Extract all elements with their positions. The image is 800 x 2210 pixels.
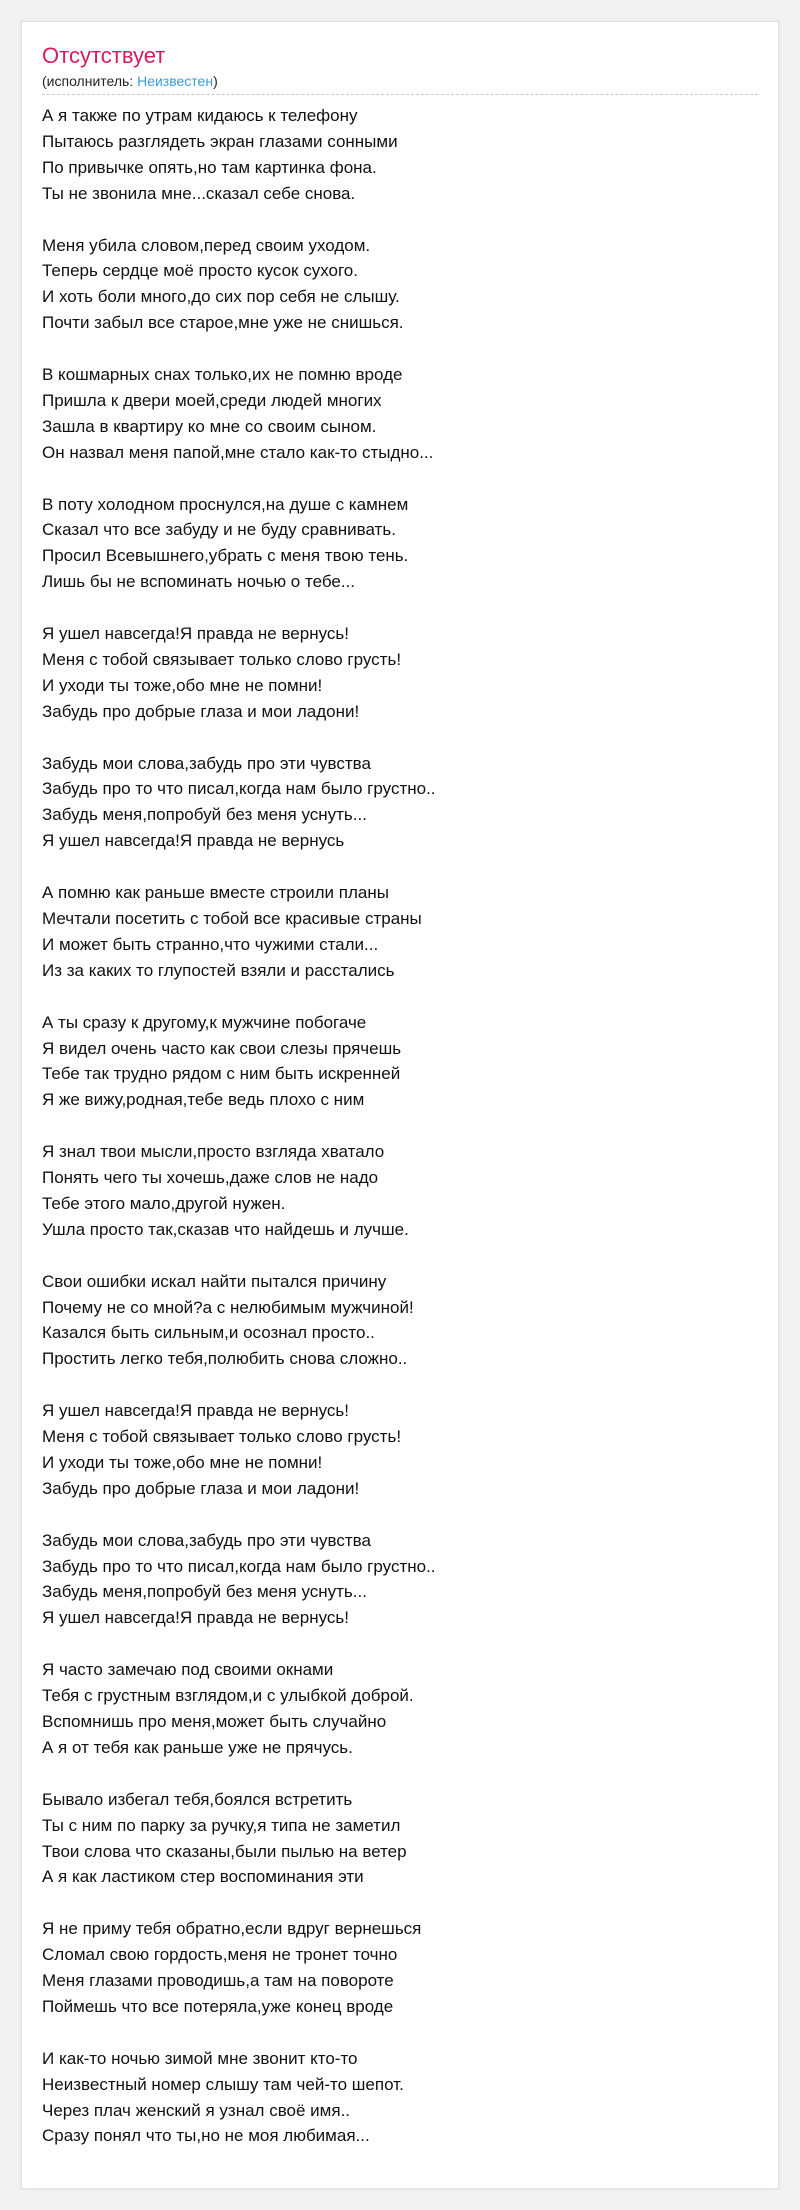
lyrics-line: Тебя с грустным взглядом,и с улыбкой доброй. xyxy=(42,1686,414,1706)
lyrics-stanza xyxy=(42,362,758,466)
lyrics-line: Забудь мои слова,забудь про эти чувства xyxy=(42,1530,371,1550)
lyrics-line: Меня глазами проводишь,а там на повороте xyxy=(42,1971,394,1991)
lyrics-stanza xyxy=(42,1010,758,1114)
lyrics-line: Просил Всевышнего,убрать с меня твою тень. xyxy=(42,546,409,566)
lyrics-stanza xyxy=(42,1139,758,1243)
lyrics-line: Он назвал меня папой,мне стало как-то стыдно... xyxy=(42,442,434,462)
song-header xyxy=(42,42,758,95)
artist-suffix: ) xyxy=(213,73,218,89)
lyrics-line: Неизвестный номер слышу там чей-то шепот. xyxy=(42,2074,404,2094)
lyrics-line: А я от тебя как раньше уже не прячусь. xyxy=(42,1737,353,1757)
lyrics-line: Сразу понял что ты,но не моя любимая... xyxy=(42,2126,370,2146)
lyrics-line: И уходи ты тоже,обо мне не помни! xyxy=(42,675,323,695)
lyrics-line: Почему не со мной?а с нелюбимым мужчиной! xyxy=(42,1297,414,1317)
lyrics-line: Я видел очень часто как свои слезы прячешь xyxy=(42,1038,402,1058)
lyrics-stanza xyxy=(42,2046,758,2150)
lyrics-stanza xyxy=(42,1657,758,1761)
lyrics-line: Мечтали посетить с тобой все красивые страны xyxy=(42,909,422,928)
lyrics-line: Тебе так трудно рядом с ним быть искренней xyxy=(42,1064,401,1084)
lyrics-line: А помню как раньше вместе строили планы xyxy=(42,883,389,903)
lyrics-line: Понять чего ты хочешь,даже слов не надо xyxy=(42,1168,379,1188)
lyrics-line: В поту холодном проснулся,на душе с камнем xyxy=(42,494,409,514)
lyrics-line: Из за каких то глупостей взяли и расстались xyxy=(42,960,395,980)
lyrics-line: Бывало избегал тебя,боялся встретить xyxy=(42,1789,353,1809)
artist-link[interactable]: Неизвестен xyxy=(137,73,214,89)
lyrics-line: Я ушел навсегда!Я правда не вернусь! xyxy=(42,624,349,644)
lyrics-line: Тебе этого мало,другой нужен. xyxy=(42,1193,286,1213)
lyrics-line: Простить легко тебя,полюбить снова сложно.. xyxy=(42,1349,408,1369)
lyrics-line: Ушла просто так,сказав что найдешь и лучше. xyxy=(42,1219,409,1239)
song-title: Отсутствует xyxy=(42,43,166,68)
lyrics-line: Забудь про добрые глаза и мои ладони! xyxy=(42,701,360,721)
lyrics-line: Я не приму тебя обратно,если вдруг вернешься xyxy=(42,1919,422,1939)
lyrics-line: Ты не звонила мне...сказал себе снова. xyxy=(42,183,356,203)
lyrics-line: Забудь про то что писал,когда нам было грустно.. xyxy=(42,779,436,799)
lyrics-line: Забудь мои слова,забудь про эти чувства xyxy=(42,753,371,773)
lyrics-stanza xyxy=(42,492,758,596)
lyrics-line: Забудь меня,попробуй без меня уснуть... xyxy=(42,1582,367,1602)
lyrics-line: Я знал твои мысли,просто взгляда хватало xyxy=(42,1142,385,1162)
lyrics-line: Меня с тобой связывает только слово грусть! xyxy=(42,649,402,669)
lyrics-line: Зашла в квартиру ко мне со своим сыном. xyxy=(42,416,377,436)
lyrics-line: Ты с ним по парку за ручку,я типа не заметил xyxy=(42,1815,401,1835)
lyrics-stanza xyxy=(42,1787,758,1891)
lyrics-card xyxy=(22,22,778,2188)
lyrics-line: Я часто замечаю под своими окнами xyxy=(42,1660,334,1680)
lyrics-stanza xyxy=(42,751,758,855)
lyrics-stanza xyxy=(42,1269,758,1373)
artist-line xyxy=(42,72,218,90)
lyrics-stanza xyxy=(42,1528,758,1632)
artist-prefix: (исполнитель: xyxy=(42,73,138,89)
lyrics-line: Казался быть сильным,и осознал просто.. xyxy=(42,1323,375,1343)
lyrics-line: Меня убила словом,перед своим уходом. xyxy=(42,235,371,255)
lyrics-line: И как-то ночью зимой мне звонит кто-то xyxy=(42,2048,358,2068)
lyrics-line: Я ушел навсегда!Я правда не вернусь! xyxy=(42,1401,349,1421)
lyrics-stanza xyxy=(42,1398,758,1502)
lyrics-line: И хоть боли много,до сих пор себя не слышу. xyxy=(42,287,400,307)
lyrics-line: Сломал свою гордость,меня не тронет точно xyxy=(42,1945,398,1965)
lyrics-body xyxy=(42,103,758,2175)
lyrics-line: И может быть странно,что чужими стали... xyxy=(42,934,379,954)
lyrics-line: Меня с тобой связывает только слово грусть! xyxy=(42,1427,402,1447)
lyrics-line: Сказал что все забуду и не буду сравнивать. xyxy=(42,520,396,540)
lyrics-line: А я также по утрам кидаюсь к телефону xyxy=(42,106,358,125)
lyrics-line: Забудь меня,попробуй без меня уснуть... xyxy=(42,805,367,825)
lyrics-line: Вспомнишь про меня,может быть случайно xyxy=(42,1712,387,1731)
lyrics-line: Забудь про добрые глаза и мои ладони! xyxy=(42,1478,360,1498)
lyrics-line: Я ушел навсегда!Я правда не вернусь xyxy=(42,831,345,851)
lyrics-line: В кошмарных снах только,их не помню вроде xyxy=(42,365,403,385)
lyrics-stanza xyxy=(42,880,758,984)
lyrics-line: Я же вижу,родная,тебе ведь плохо с ним xyxy=(42,1090,365,1110)
lyrics-stanza xyxy=(42,621,758,725)
lyrics-line: Пришла к двери моей,среди людей многих xyxy=(42,390,382,410)
lyrics-line: А я как ластиком стер воспоминания эти xyxy=(42,1867,364,1887)
lyrics-line: Пытаюсь разглядеть экран глазами сонными xyxy=(42,131,398,151)
lyrics-stanza xyxy=(42,1916,758,2020)
lyrics-line: Я ушел навсегда!Я правда не вернусь! xyxy=(42,1608,349,1628)
lyrics-line: Теперь сердце моё просто кусок сухого. xyxy=(42,261,358,281)
lyrics-stanza xyxy=(42,233,758,337)
lyrics-stanza xyxy=(42,103,758,207)
lyrics-line: И уходи ты тоже,обо мне не помни! xyxy=(42,1452,323,1472)
lyrics-line: Лишь бы не вспоминать ночью о тебе... xyxy=(42,572,355,592)
lyrics-line: Почти забыл все старое,мне уже не снишься. xyxy=(42,313,404,333)
lyrics-line: Твои слова что сказаны,были пылью на ветер xyxy=(42,1841,407,1861)
lyrics-line: Через плач женский я узнал своё имя.. xyxy=(42,2100,351,2120)
lyrics-line: По привычке опять,но там картинка фона. xyxy=(42,157,377,177)
lyrics-line: А ты сразу к другому,к мужчине побогаче xyxy=(42,1012,367,1032)
lyrics-line: Свои ошибки искал найти пытался причину xyxy=(42,1271,387,1291)
lyrics-line: Забудь про то что писал,когда нам было грустно.. xyxy=(42,1556,436,1576)
lyrics-line: Поймешь что все потеряла,уже конец вроде xyxy=(42,1996,394,2016)
